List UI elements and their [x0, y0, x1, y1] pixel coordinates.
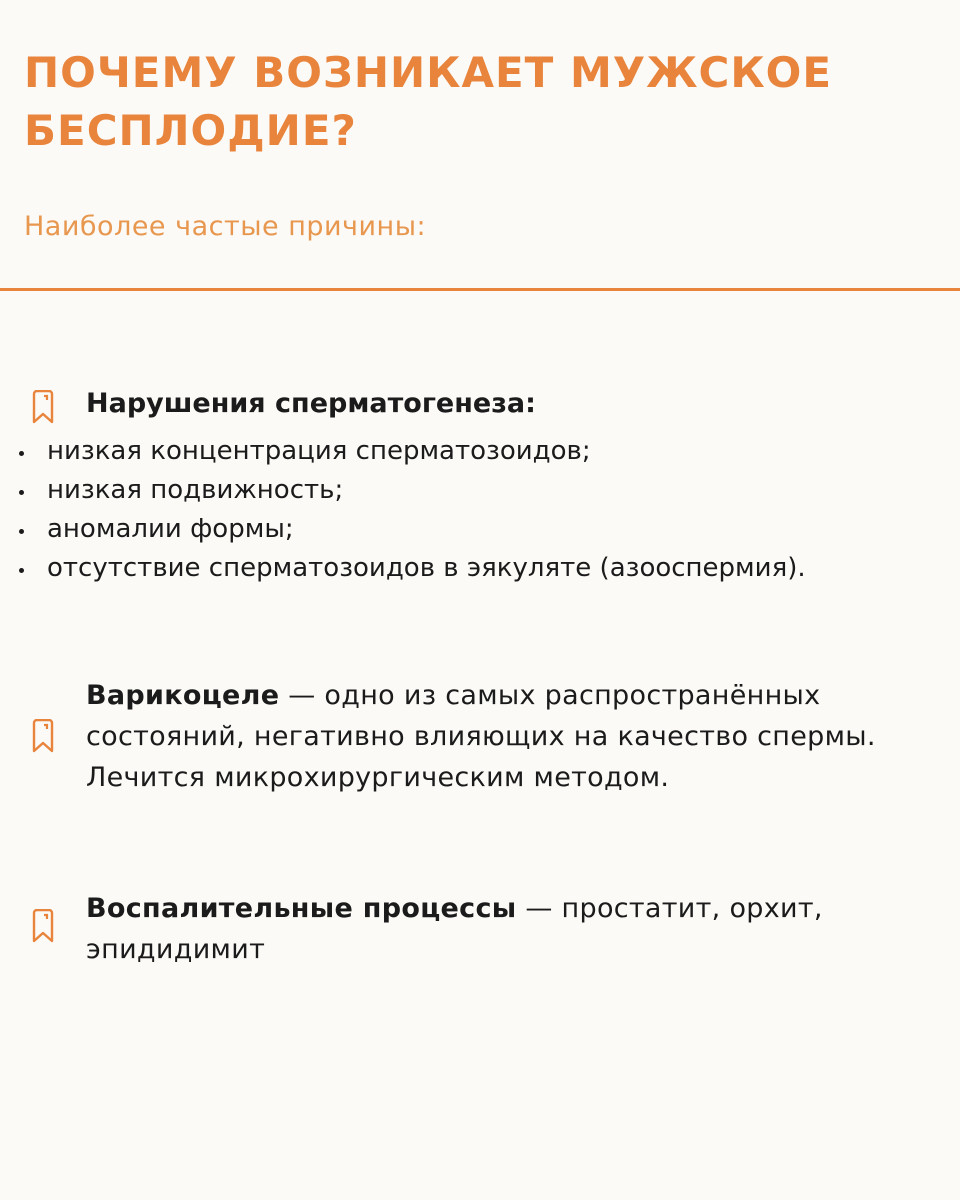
bookmark-icon [31, 909, 55, 943]
title-line-1: ПОЧЕМУ ВОЗНИКАЕТ МУЖСКОЕ [24, 48, 833, 97]
section-heading-inflammation: Воспалительные процессы [86, 893, 517, 924]
bullet-list [16, 432, 806, 588]
list-item: низкая подвижность; [16, 471, 806, 510]
section-heading-varicocele: Варикоцеле [86, 680, 280, 711]
section-text: — одно из самых распространённых состояний, негативно влияющих на качество спермы. Лечится микрохирургическим методом. [86, 680, 876, 793]
page-title [24, 44, 832, 160]
section-varicocele [86, 675, 956, 798]
list-item: отсутствие сперматозоидов в эякуляте (азооспермия). [16, 549, 806, 588]
section-text: — простатит, орхит, эпидидимит [86, 893, 823, 965]
list-item: аномалии формы; [16, 510, 806, 549]
section-heading-spermatogenesis: Нарушения сперматогенеза: [86, 388, 536, 419]
divider [0, 288, 960, 291]
section-inflammation [86, 888, 926, 970]
bookmark-icon [31, 390, 55, 424]
subtitle: Наиболее частые причины: [24, 211, 427, 242]
list-item: низкая концентрация сперматозоидов; [16, 432, 806, 471]
title-line-2: БЕСПЛОДИЕ? [24, 106, 357, 155]
bookmark-icon [31, 719, 55, 753]
